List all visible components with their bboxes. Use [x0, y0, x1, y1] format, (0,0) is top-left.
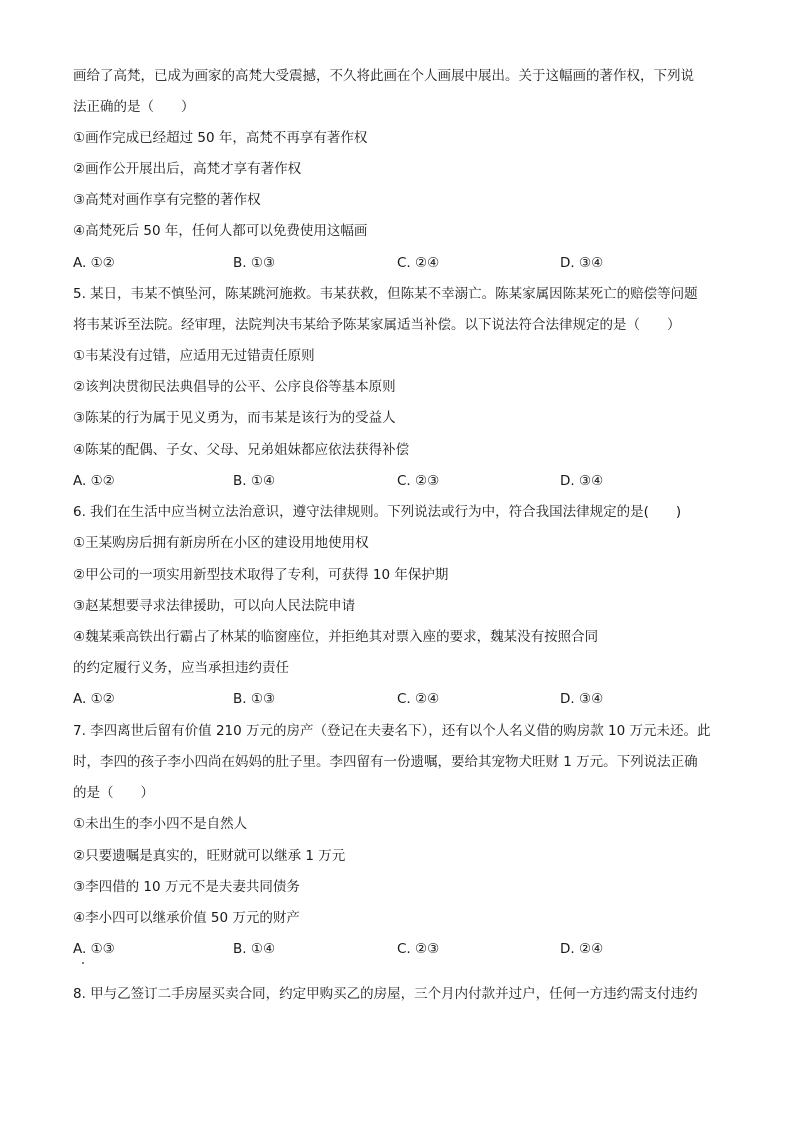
q7-stem-line-1: 7. 李四离世后留有价值 210 万元的房产（登记在夫妻名下），还有以个人名义借的购房款 10 万元未还。此: [73, 723, 711, 739]
q6-option-d[interactable]: D. ③④: [560, 691, 604, 707]
q6-option-c[interactable]: C. ②④: [397, 691, 440, 707]
q6-options: [73, 689, 733, 709]
q8-stem-line-1: 8. 甲与乙签订二手房屋买卖合同，约定甲购买乙的房屋，三个月内付款并过户，任何一方违约需支付违约: [73, 986, 698, 1002]
q6-statement-3: ③赵某想要寻求法律援助，可以向人民法院申请: [73, 598, 356, 614]
q4-options: [73, 253, 733, 273]
q5-statement-2: ②该判决贯彻民法典倡导的公平、公序良俗等基本原则: [73, 379, 396, 395]
q6-statement-4: ④魏某乘高铁出行霸占了林某的临窗座位，并拒绝其对票入座的要求，魏某没有按照合同: [73, 629, 599, 645]
q7-option-c[interactable]: C. ②③: [397, 941, 440, 957]
q5-option-d[interactable]: D. ③④: [560, 473, 604, 489]
q5-stem-line-1: 5. 某日，韦某不慎坠河，陈某跳河施救。韦某获救，但陈某不幸溺亡。陈某家属因陈某死亡的赔偿等问题: [73, 286, 698, 302]
q5-option-c[interactable]: C. ②③: [397, 473, 440, 489]
q7-statement-3: ③李四借的 10 万元不是夫妻共同债务: [73, 879, 300, 895]
q7-statement-4: ④李小四可以继承价值 50 万元的财产: [73, 910, 300, 926]
q4-statement-4: ④高梵死后 50 年，任何人都可以免费使用这幅画: [73, 223, 368, 239]
q4-statement-3: ③高梵对画作享有完整的著作权: [73, 192, 261, 208]
q7-option-d[interactable]: D. ②④: [560, 941, 604, 957]
q5-statement-4: ④陈某的配偶、子女、父母、兄弟姐妹都应依法获得补偿: [73, 442, 410, 458]
q7-option-a[interactable]: A. ①③: [73, 941, 115, 957]
q5-options: [73, 471, 733, 491]
q5-option-a[interactable]: A. ①②: [73, 473, 115, 489]
q6-statement-1: ①王某购房后拥有新房所在小区的建设用地使用权: [73, 535, 369, 551]
q6-statement-4-continued: 的约定履行义务，应当承担违约责任: [73, 660, 289, 676]
q7-stem-line-2: 时，李四的孩子李小四尚在妈妈的肚子里。李四留有一份遗嘱，要给其宠物犬旺财 1 万元。下列说法正确: [73, 754, 698, 770]
q4-option-a[interactable]: A. ①②: [73, 255, 115, 271]
q4-stem-line-2: 法正确的是（ ）: [73, 99, 195, 115]
q4-option-b[interactable]: B. ①③: [233, 255, 276, 271]
q4-statement-2: ②画作公开展出后，高梵才享有著作权: [73, 161, 302, 177]
q6-option-b[interactable]: B. ①③: [233, 691, 276, 707]
q5-option-b[interactable]: B. ①④: [233, 473, 276, 489]
q5-statement-3: ③陈某的行为属于见义勇为，而韦某是该行为的受益人: [73, 410, 396, 426]
q7-options: [73, 939, 733, 959]
q7-option-b[interactable]: B. ①④: [233, 941, 276, 957]
q5-statement-1: ①韦某没有过错，应适用无过错责任原则: [73, 348, 315, 364]
q4-statement-1: ①画作完成已经超过 50 年，高梵不再享有著作权: [73, 130, 368, 146]
q6-stem-line-1: 6. 我们在生活中应当树立法治意识，遵守法律规则。下列说法或行为中，符合我国法律规定的是( ): [73, 504, 682, 520]
q7-stem-line-3: 的是（ ）: [73, 785, 154, 801]
q4-option-c[interactable]: C. ②④: [397, 255, 440, 271]
q4-option-d[interactable]: D. ③④: [560, 255, 604, 271]
q6-statement-2: ②甲公司的一项实用新型技术取得了专利，可获得 10 年保护期: [73, 567, 449, 583]
q7-statement-2: ②只要遗嘱是真实的，旺财就可以继承 1 万元: [73, 848, 346, 864]
stray-dot-mark: [82, 962, 84, 964]
q6-option-a[interactable]: A. ①②: [73, 691, 115, 707]
q4-stem-line-1: 画给了高梵，已成为画家的高梵大受震撼，不久将此画在个人画展中展出。关于这幅画的著作权，下列说: [73, 68, 694, 84]
q5-stem-line-2: 将韦某诉至法院。经审理，法院判决韦某给予陈某家属适当补偿。以下说法符合法律规定的是（ ）: [73, 317, 681, 333]
q7-statement-1: ①未出生的李小四不是自然人: [73, 816, 248, 832]
